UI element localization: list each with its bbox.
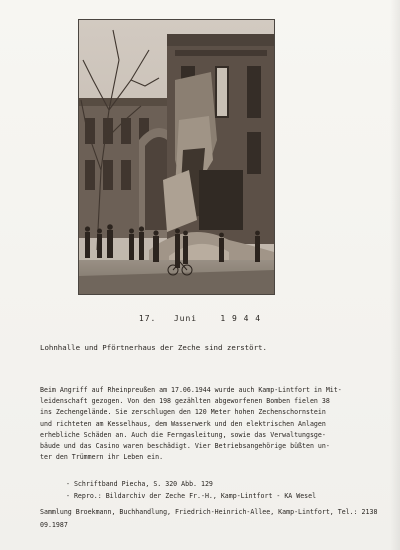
reference-item: - Repro.: Bildarchiv der Zeche Fr.-H., Kamp-Lintfort - KA Wesel bbox=[66, 491, 317, 500]
body-line: und richteten am Kesselhaus, dem Wasserwerk und den elektrischen Anlagen bbox=[40, 419, 326, 428]
body-line: ins Zechengelände. Sie zerschlugen den 120 Meter hohen Zechenschornstein bbox=[40, 408, 326, 417]
photo-destroyed-building bbox=[79, 20, 274, 294]
footer-line: Sammlung Broekmann, Buchhandlung, Friedrich-Heinrich-Allee, Kamp-Lintfort, Tel.: 2138 bbox=[40, 508, 378, 516]
body-paragraph bbox=[40, 385, 370, 463]
body-line: Beim Angriff auf Rheinpreußen am 17.06.1944 wurde auch Kamp-Lintfort in Mit- bbox=[40, 386, 342, 394]
body-line: erhebliche Schäden an. Auch die Ferngasleitung, sowie das Verwaltungsge- bbox=[40, 430, 326, 439]
photo-caption: Lohnhalle und Pförtnerhaus der Zeche sind zerstört. bbox=[40, 343, 267, 352]
collection-footer bbox=[40, 506, 377, 532]
footer-line: 09.1987 bbox=[40, 521, 68, 529]
source-references bbox=[66, 479, 316, 502]
historical-photo bbox=[78, 19, 275, 295]
photo-date: 17. Juni 1 9 4 4 bbox=[138, 314, 262, 323]
body-line: leidenschaft gezogen. Von den 198 gezählten abgeworfenen Bomben fielen 38 bbox=[40, 397, 330, 406]
page-edge-shadow bbox=[390, 0, 400, 550]
body-line: bäude und das Casino waren beschädigt. Vier Betriebsangehörige büßten un- bbox=[40, 442, 330, 451]
reference-item: - Schriftband Piecha, S. 320 Abb. 129 bbox=[66, 480, 213, 488]
body-line: ter den Trümmern ihr Leben ein. bbox=[40, 453, 164, 462]
